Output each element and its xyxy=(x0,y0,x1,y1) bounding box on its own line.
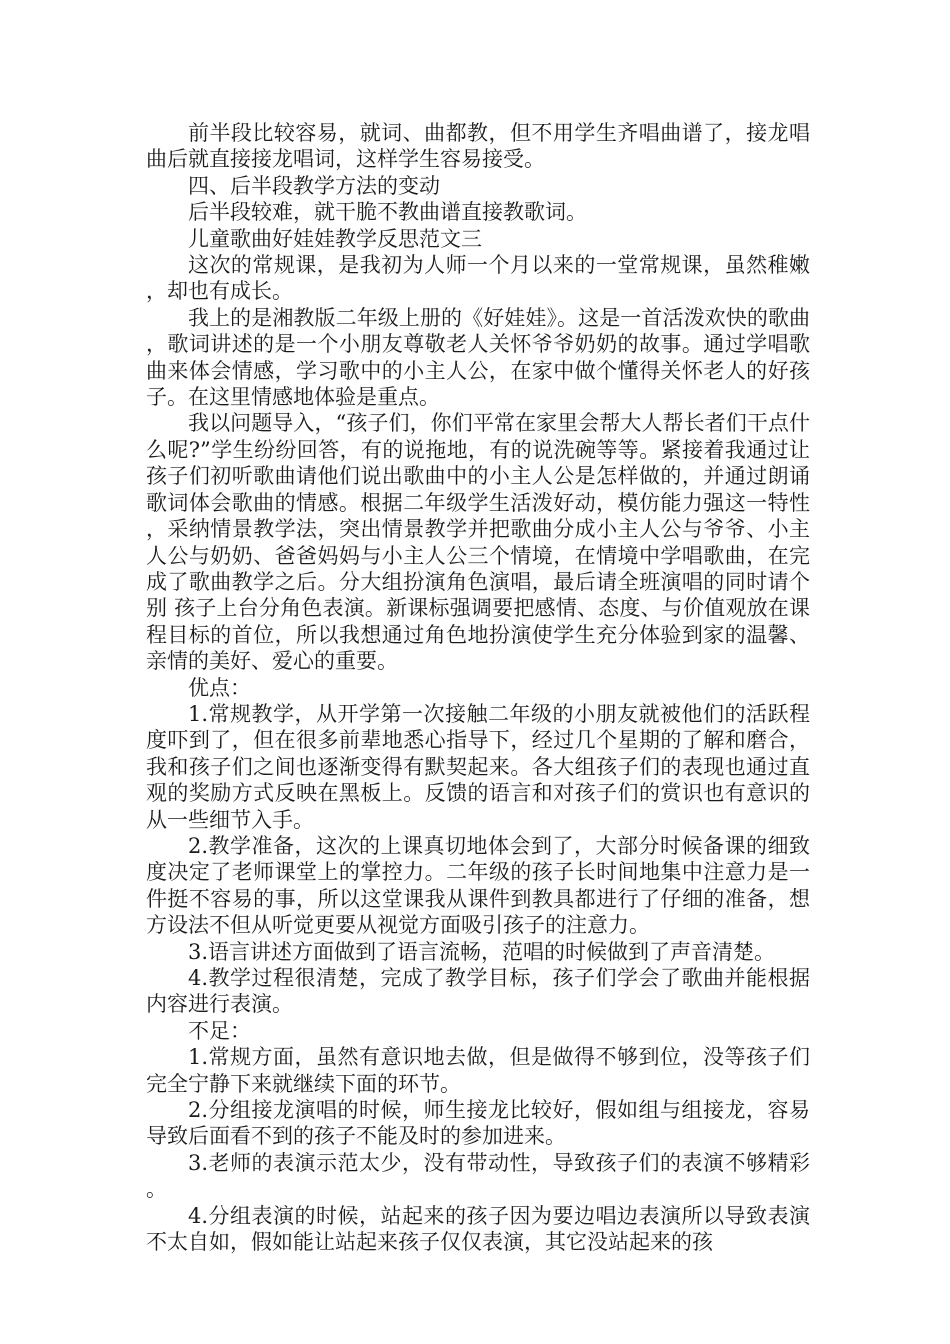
paragraph-lesson-process: 我以问题导入，“孩子们，你们平常在家里会帮大人帮长者们干点什么呢?”学生纷纷回答，有的说拖地，有的说洗碗等等。紧接着我通过让孩子们初听歌曲请他们说出歌曲中的小主人公是怎样做的，并通过朗诵歌词体会歌曲的情感。根据二年级学生活泼好动，模仿能力强这一特性，采纳情景教学法，突出情景教学并把歌曲分成小主人公与爷爷、小主人公与奶奶、爸爸妈妈与小主人公三个情境，在情境中学唱歌曲，在完成了歌曲教学之后。分大组扮演角色演唱，最后请全班演唱的同时请个别 孩子上台分角色表演。新课标强调要把感情、态度、与价值观放在课程目标的首位，所以我想通过角色地扮演使学生充分体验到家的温馨、亲情的美好、爱心的重要。 xyxy=(146,411,810,674)
paragraph-lesson-content: 我上的是湘教版二年级上册的《好娃娃》。这是一首活泼欢快的歌曲，歌词讲述的是一个小朋友尊敬老人关怀爷爷奶奶的故事。通过学唱歌曲来体会情感，学习歌中的小主人公，在家中做个懂得关怀老人的好孩子。在这里情感地体验是重点。 xyxy=(146,305,810,410)
section-title-sample-three: 儿童歌曲好娃娃教学反思范文三 xyxy=(188,226,482,251)
paragraph-intro-first-half: 前半段比较容易，就词、曲都教，但不用学生齐唱曲谱了，接龙唱曲后就直接接龙唱词，这样学生容易接受。 xyxy=(146,121,810,172)
shortcoming-item-2: 2.分组接龙演唱的时候，师生接龙比较好，假如组与组接龙，容易导致后面看不到的孩子不能及时的参加进来。 xyxy=(146,1098,810,1149)
strength-item-3: 3.语言讲述方面做到了语言流畅，范唱的时候做到了声音清楚。 xyxy=(188,939,776,964)
shortcoming-item-1: 1.常规方面，虽然有意识地去做，但是做得不够到位，没等孩子们完全宁静下来就继续下面的环节。 xyxy=(146,1045,810,1096)
shortcoming-item-3: 3.老师的表演示范太少，没有带动性，导致孩子们的表演不够精彩。 xyxy=(146,1150,810,1202)
strength-item-4: 4.教学过程很清楚，完成了教学目标，孩子们学会了歌曲并能根据内容进行表演。 xyxy=(146,966,810,1017)
section-heading-four: 四、后半段教学方法的变动 xyxy=(188,173,440,198)
heading-strengths: 优点： xyxy=(188,675,251,700)
strength-item-1: 1.常规教学，从开学第一次接触二年级的小朋友就被他们的活跃程度吓到了，但在很多前辈地悉心指导下，经过几个星期的了解和磨合，我和孩子们之间也逐渐变得有默契起来。各大组孩子们的表现也通过直观的奖励方式反映在黑板上。反馈的语言和对孩子们的赏识也有意识的从一些细节入手。 xyxy=(146,701,810,832)
heading-shortcomings: 不足： xyxy=(188,1018,251,1043)
strength-item-2: 2.教学准备，这次的上课真切地体会到了，大部分时候备课的细致度决定了老师课堂上的掌控力。二年级的孩子长时间地集中注意力是一件挺不容易的事，所以这堂课我从课件到教具都进行了仔细的准备，想方设法不但从听觉更要从视觉方面吸引孩子的注意力。 xyxy=(146,833,810,938)
paragraph-routine-class: 这次的常规课，是我初为人师一个月以来的一堂常规课，虽然稚嫩，却也有成长。 xyxy=(146,253,810,304)
document-page xyxy=(146,120,810,1255)
paragraph-second-half: 后半段较难，就干脆不教曲谱直接教歌词。 xyxy=(188,200,587,225)
shortcoming-item-4: 4.分组表演的时候，站起来的孩子因为要边唱边表演所以导致表演不太自如，假如能让站起来孩子仅仅表演，其它没站起来的孩 xyxy=(146,1203,810,1255)
